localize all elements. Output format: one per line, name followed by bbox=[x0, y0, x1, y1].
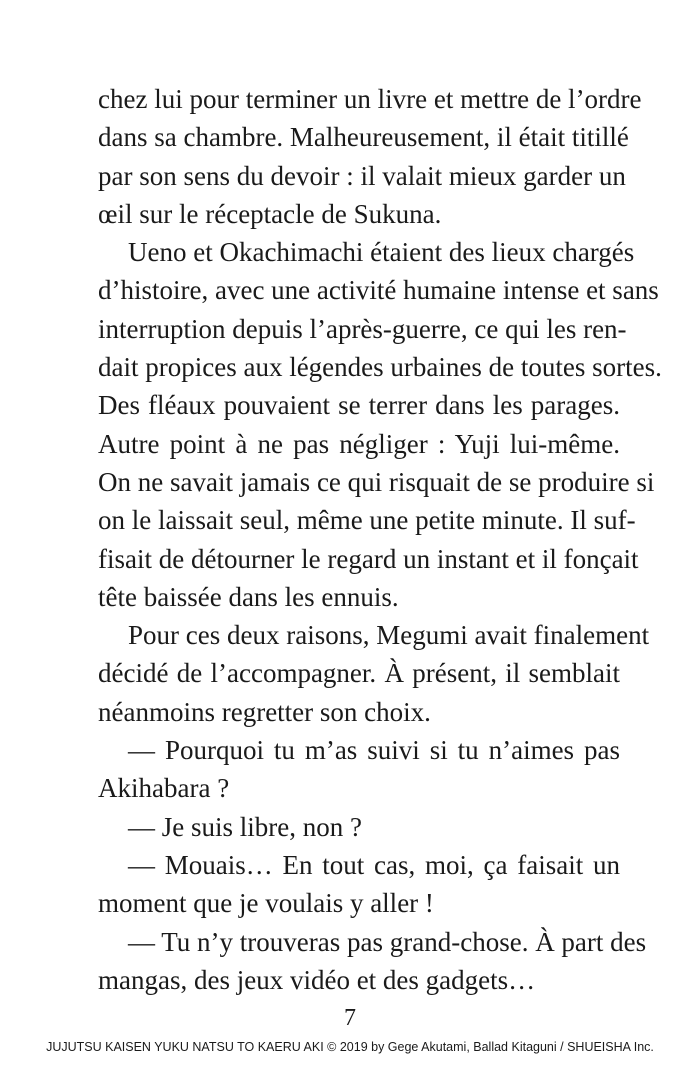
text-line: — Mouais… En tout cas, moi, ça faisait un bbox=[128, 849, 620, 880]
text-line: interruption depuis l’après-guerre, ce qui les ren- bbox=[98, 313, 627, 344]
text-line: Autre point à ne pas négliger : Yuji lui-même. bbox=[98, 428, 620, 459]
text-line: décidé de l’accompagner. À présent, il semblait bbox=[98, 658, 620, 689]
text-line: par son sens du devoir : il valait mieux garder un bbox=[98, 160, 626, 191]
text-line: Ueno et Okachimachi étaient des lieux chargés bbox=[128, 237, 635, 268]
text-line: dait propices aux légendes urbaines de toutes sortes. bbox=[98, 352, 662, 383]
text-line: tête baissée dans les ennuis. bbox=[98, 581, 399, 612]
text-line: néanmoins regretter son choix. bbox=[98, 696, 431, 727]
body-text bbox=[98, 80, 662, 999]
text-line: chez lui pour terminer un livre et mettre de l’ordre bbox=[98, 84, 642, 114]
text-line: fisait de détourner le regard un instant et il fonçait bbox=[98, 543, 639, 574]
text-line: dans sa chambre. Malheureusement, il était titillé bbox=[98, 122, 629, 153]
text-line: — Pourquoi tu m’as suivi si tu n’aimes pas bbox=[128, 735, 620, 766]
text-line: Pour ces deux raisons, Megumi avait finalement bbox=[128, 620, 650, 651]
text-line: Des fléaux pouvaient se terrer dans les parages. bbox=[98, 390, 620, 421]
text-line: Akihabara ? bbox=[98, 773, 230, 804]
text-line: d’histoire, avec une activité humaine intense et sans bbox=[98, 275, 659, 306]
text-line: mangas, des jeux vidéo et des gadgets… bbox=[98, 964, 536, 995]
page-number: 7 bbox=[344, 1005, 356, 1031]
text-line: œil sur le réceptacle de Sukuna. bbox=[98, 198, 442, 229]
text-line: on le laissait seul, même une petite minute. Il suf- bbox=[98, 505, 636, 536]
copyright-notice: JUJUTSU KAISEN YUKU NATSU TO KAERU AKI © 2019 by Gege Akutami, Ballad Kitaguni / SHUEISHA Inc. bbox=[46, 1040, 654, 1054]
text-line: — Tu n’y trouveras pas grand-chose. À part des bbox=[128, 926, 647, 957]
text-line: moment que je voulais y aller ! bbox=[98, 888, 434, 919]
text-line: On ne savait jamais ce qui risquait de se produire si bbox=[98, 466, 655, 497]
text-line: — Je suis libre, non ? bbox=[128, 811, 362, 842]
